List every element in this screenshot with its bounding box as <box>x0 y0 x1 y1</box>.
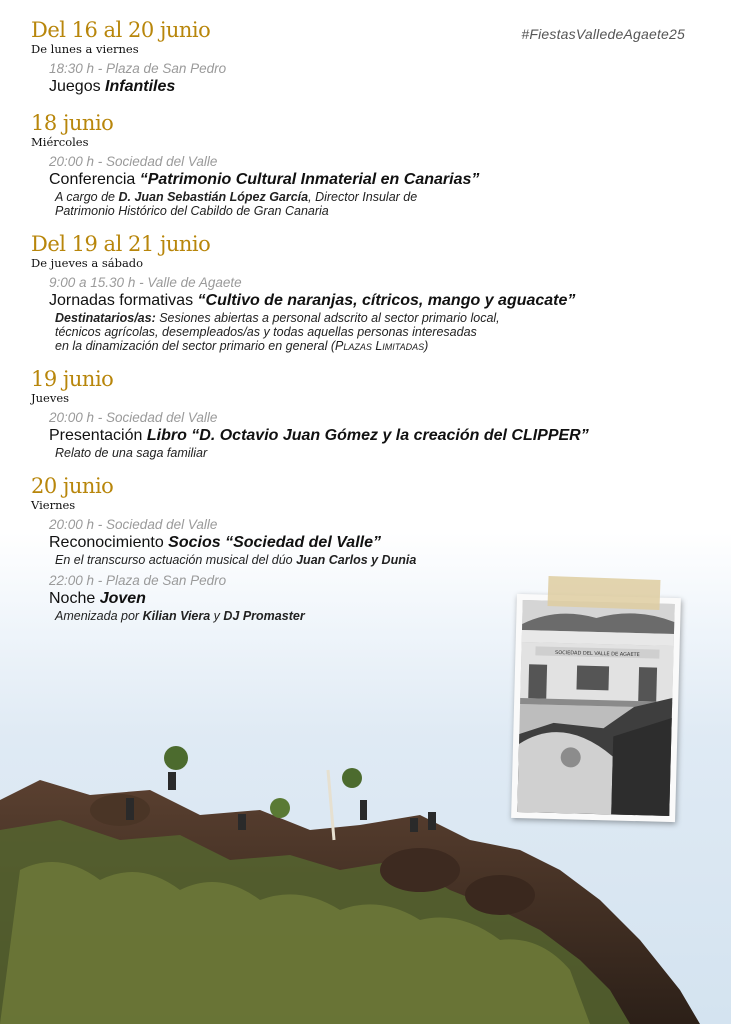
person <box>126 798 134 820</box>
event-title <box>49 291 711 311</box>
person <box>360 800 367 820</box>
event-title-bold: Infantiles <box>105 78 176 95</box>
tape-strip <box>548 576 661 610</box>
day-subtitle: De lunes a viernes <box>31 42 139 56</box>
event-item <box>49 154 711 218</box>
event-title-plain: Reconocimiento <box>49 534 169 551</box>
person <box>428 812 436 830</box>
event-title <box>49 426 711 446</box>
event-item <box>49 275 711 353</box>
day-subtitle: Miércoles <box>31 135 89 149</box>
event-title-bold: “Patrimonio Cultural Inmaterial en Canarias” <box>139 171 480 188</box>
day-subtitle: Viernes <box>31 498 76 512</box>
rock <box>90 794 150 826</box>
building-sign: SOCIEDAD DEL VALLE DE AGAETE <box>555 649 640 659</box>
desc-text: en la dinamización del sector primario en general ( <box>55 339 336 353</box>
event-title-plain: Juegos <box>49 78 106 95</box>
rock <box>380 848 460 892</box>
event-title <box>49 170 711 190</box>
event-time: 9:00 a 15.30 h - Valle de Agaete <box>49 275 242 290</box>
day-subtitle: Jueves <box>31 391 70 405</box>
day-date: Del 19 al 21 junio <box>31 232 211 256</box>
day-date: 18 junio <box>31 111 114 135</box>
tree-top <box>342 768 362 788</box>
event-title-bold: Libro “D. Octavio Juan Gómez y la creación del CLIPPER” <box>146 427 589 444</box>
desc-bold: DJ Promaster <box>223 609 305 623</box>
event-title-bold: “Cultivo de naranjas, cítricos, mango y aguacate” <box>197 292 576 309</box>
day-block <box>31 111 711 218</box>
building-photo <box>511 594 681 822</box>
event-title-bold: Joven <box>99 590 146 607</box>
desc-text: Amenizada por <box>55 609 143 623</box>
desc-bold: Destinatarios/as: <box>55 311 156 325</box>
day-block <box>31 367 711 460</box>
desc-text: Relato de una saga familiar <box>55 446 208 460</box>
rock <box>465 875 535 915</box>
desc-text: Sesiones abiertas a personal adscrito al sector primario local, <box>155 311 500 325</box>
vintage-photo <box>511 594 681 822</box>
day-subtitle: De jueves a sábado <box>31 256 144 270</box>
event-item <box>49 410 711 460</box>
desc-text: ) <box>424 339 429 353</box>
event-description <box>55 553 711 567</box>
event-description <box>55 190 711 218</box>
event-title-bold: Socios “Sociedad del Valle” <box>168 534 381 551</box>
desc-bold: Kilian Viera <box>142 609 211 623</box>
desc-text: y <box>210 609 224 623</box>
event-description <box>55 446 711 460</box>
event-time: 18:30 h - Plaza de San Pedro <box>49 61 227 76</box>
tree-top <box>164 746 188 770</box>
event-title-plain: Noche <box>49 590 100 607</box>
desc-smallcaps: Plazas Limitadas <box>335 339 425 353</box>
day-date: 19 junio <box>31 367 114 391</box>
event-item <box>49 517 711 567</box>
day-date: 20 junio <box>31 474 114 498</box>
event-title <box>49 533 711 553</box>
event-time: 22:00 h - Plaza de San Pedro <box>49 573 227 588</box>
event-schedule <box>31 18 711 637</box>
day-block <box>31 18 711 97</box>
desc-bold: D. Juan Sebastián López García <box>118 190 309 204</box>
hashtag: #FiestasValledeAgaete25 <box>521 26 685 42</box>
desc-text: Patrimonio Histórico del Cabildo de Gran Canaria <box>55 204 329 218</box>
event-time: 20:00 h - Sociedad del Valle <box>49 154 218 169</box>
event-title-plain: Presentación <box>49 427 147 444</box>
desc-bold: Juan Carlos y Dunia <box>296 553 417 567</box>
desc-text: , Director Insular de <box>308 190 418 204</box>
day-date: Del 16 al 20 junio <box>31 18 211 42</box>
desc-text: A cargo de <box>55 190 119 204</box>
event-title-plain: Jornadas formativas <box>49 292 198 309</box>
event-item <box>49 61 711 97</box>
person <box>238 814 246 830</box>
event-title <box>49 77 711 97</box>
event-time: 20:00 h - Sociedad del Valle <box>49 517 218 532</box>
day-block <box>31 232 711 353</box>
event-description <box>55 311 711 353</box>
person <box>410 818 418 832</box>
event-title-plain: Conferencia <box>49 171 140 188</box>
person <box>168 772 176 790</box>
desc-text: técnicos agrícolas, desempleados/as y todas aquellas personas interesadas <box>55 325 477 339</box>
event-time: 20:00 h - Sociedad del Valle <box>49 410 218 425</box>
tree-top <box>270 798 290 818</box>
desc-text: En el transcurso actuación musical del dúo <box>55 553 297 567</box>
